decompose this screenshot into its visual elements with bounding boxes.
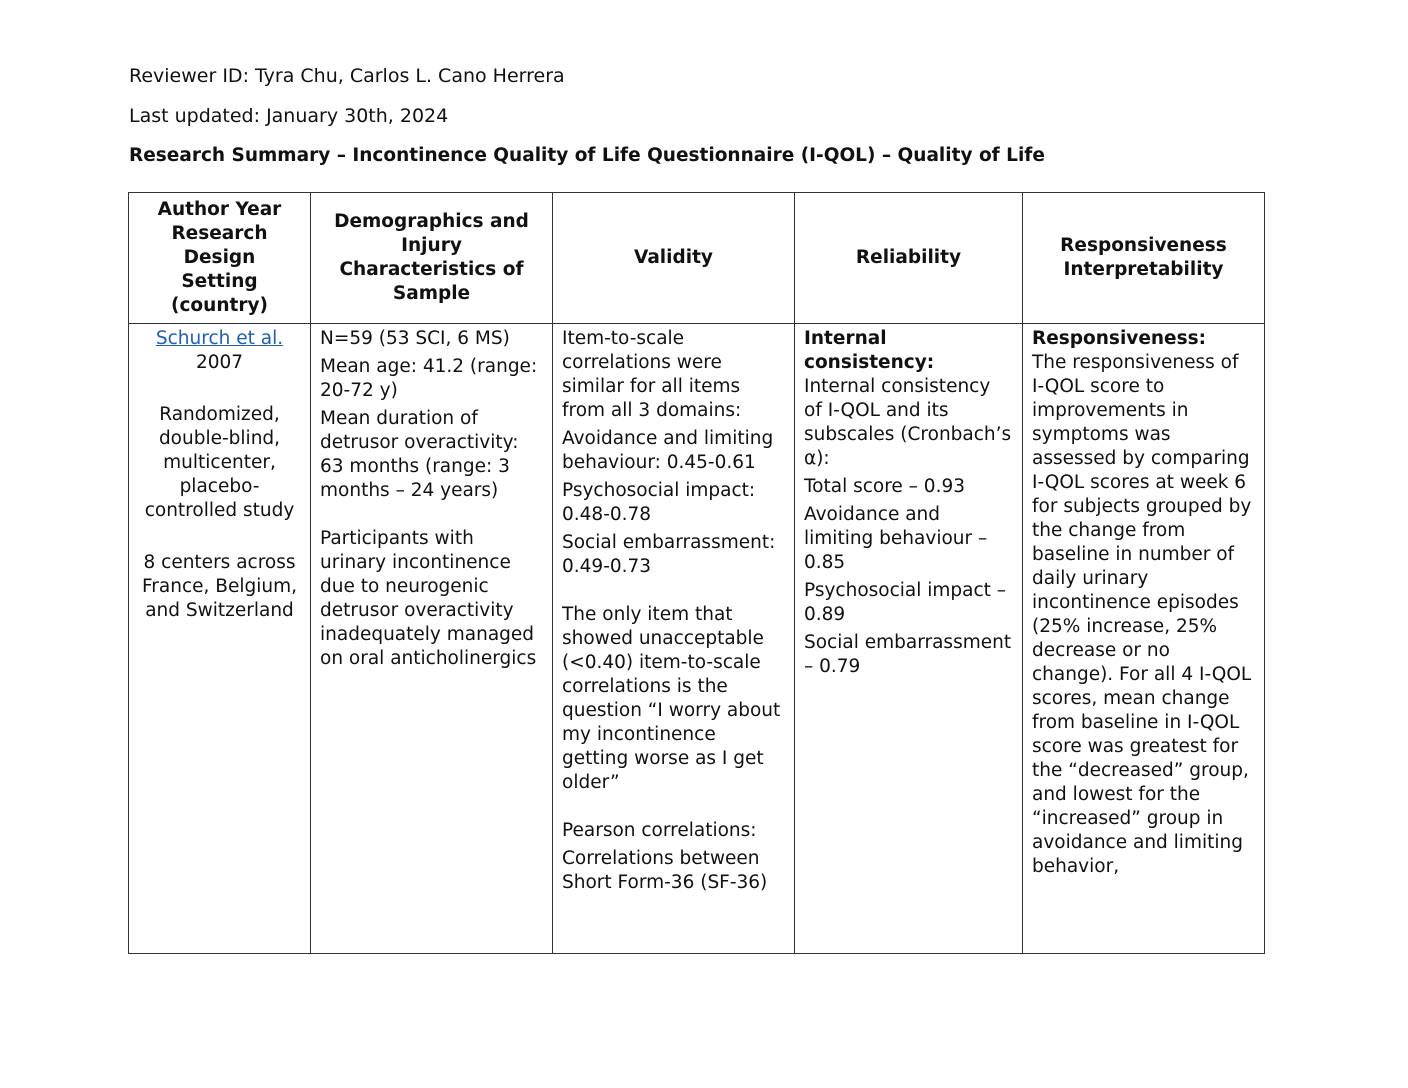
validity-avoidance: Avoidance and limiting behaviour: 0.45-0.61	[562, 428, 774, 473]
reliability-total: Total score – 0.93	[804, 476, 965, 497]
spacer	[138, 523, 301, 551]
cell-demographics	[311, 324, 553, 954]
table-header-row	[129, 193, 1265, 324]
header-responsiveness-line-2: Interpretability	[1063, 259, 1224, 280]
header-author-line-3: Design	[183, 247, 256, 268]
participants: Participants with urinary incontinence due to neurogenic detrusor overactivity inadequately managed on oral anticholinergics	[320, 528, 537, 669]
reliability-intro: Internal consistency of I-QOL and its subscales (Cronbach’s α):	[804, 376, 1012, 469]
validity-intro: Item-to-scale correlations were similar for all items from all 3 domains:	[562, 328, 742, 421]
cell-validity	[553, 324, 795, 954]
spacer	[138, 375, 301, 403]
responsiveness-heading: Responsiveness:	[1032, 328, 1207, 349]
responsiveness-body: The responsiveness of I-QOL score to improvements in symptoms was assessed by comparing I-QOL scores at week 6 for subjects grouped by the change from baseline in number of daily urinary incontinence episodes (25% increase, 25% decrease or no change). For all 4 I-QOL scores, mean change from baseline in I-QOL score was greatest for the “decreased” group, and lowest for the “increased” group in avoidance and limiting behavior,	[1032, 352, 1252, 877]
header-author-line-1: Author Year	[157, 199, 282, 220]
research-summary-table	[128, 192, 1265, 954]
cell-author	[129, 324, 311, 954]
validity-only-item: The only item that showed unacceptable (<0.40) item-to-scale correlations is the question “I worry about my incontinence getting worse as I get older”	[562, 604, 781, 793]
header-author-line-5: (country)	[171, 295, 268, 316]
cell-reliability	[795, 324, 1023, 954]
study-design: Randomized, double-blind, multicenter, placebo-controlled study	[144, 404, 295, 521]
study-setting: 8 centers across France, Belgium, and Switzerland	[141, 552, 297, 621]
header-author-year	[129, 193, 311, 324]
reliability-social: Social embarrassment – 0.79	[804, 632, 1012, 677]
validity-psychosocial: Psychosocial impact: 0.48-0.78	[562, 480, 756, 525]
document-title: Research Summary – Incontinence Quality of Life Questionnaire (I-QOL) – Quality of Life	[129, 145, 1045, 166]
study-year: 2007	[195, 352, 244, 373]
study-link[interactable]: Schurch et al.	[155, 328, 284, 349]
header-validity: Validity	[553, 193, 795, 324]
reliability-heading: Internal consistency:	[804, 328, 935, 373]
header-responsiveness	[1023, 193, 1265, 324]
validity-correlations: Correlations between Short Form-36 (SF-36)	[562, 848, 768, 893]
validity-pearson: Pearson correlations:	[562, 820, 757, 841]
reliability-avoidance: Avoidance and limiting behaviour – 0.85	[804, 504, 988, 573]
header-author-line-4: Setting	[181, 271, 258, 292]
validity-social: Social embarrassment: 0.49-0.73	[562, 532, 776, 577]
header-author-line-2: Research	[171, 223, 268, 244]
reliability-psychosocial: Psychosocial impact – 0.89	[804, 580, 1007, 625]
header-demographics	[311, 193, 553, 324]
header-reliability: Reliability	[795, 193, 1023, 324]
table-row	[129, 324, 1265, 954]
mean-duration: Mean duration of detrusor overactivity: 63 months (range: 3 months – 24 years)	[320, 408, 519, 501]
header-demographics-line-4: Sample	[392, 283, 471, 304]
header-demographics-line-3: Characteristics of	[339, 259, 524, 280]
cell-responsiveness	[1023, 324, 1265, 954]
header-responsiveness-line-1: Responsiveness	[1060, 235, 1227, 256]
last-updated: Last updated: January 30th, 2024	[129, 105, 449, 127]
header-demographics-line-1: Demographics and	[334, 211, 529, 232]
header-demographics-line-2: Injury	[401, 235, 462, 256]
reviewer-id: Reviewer ID: Tyra Chu, Carlos L. Cano Herrera	[129, 65, 565, 87]
mean-age: Mean age: 41.2 (range: 20-72 y)	[320, 356, 538, 401]
sample-size: N=59 (53 SCI, 6 MS)	[320, 328, 510, 349]
